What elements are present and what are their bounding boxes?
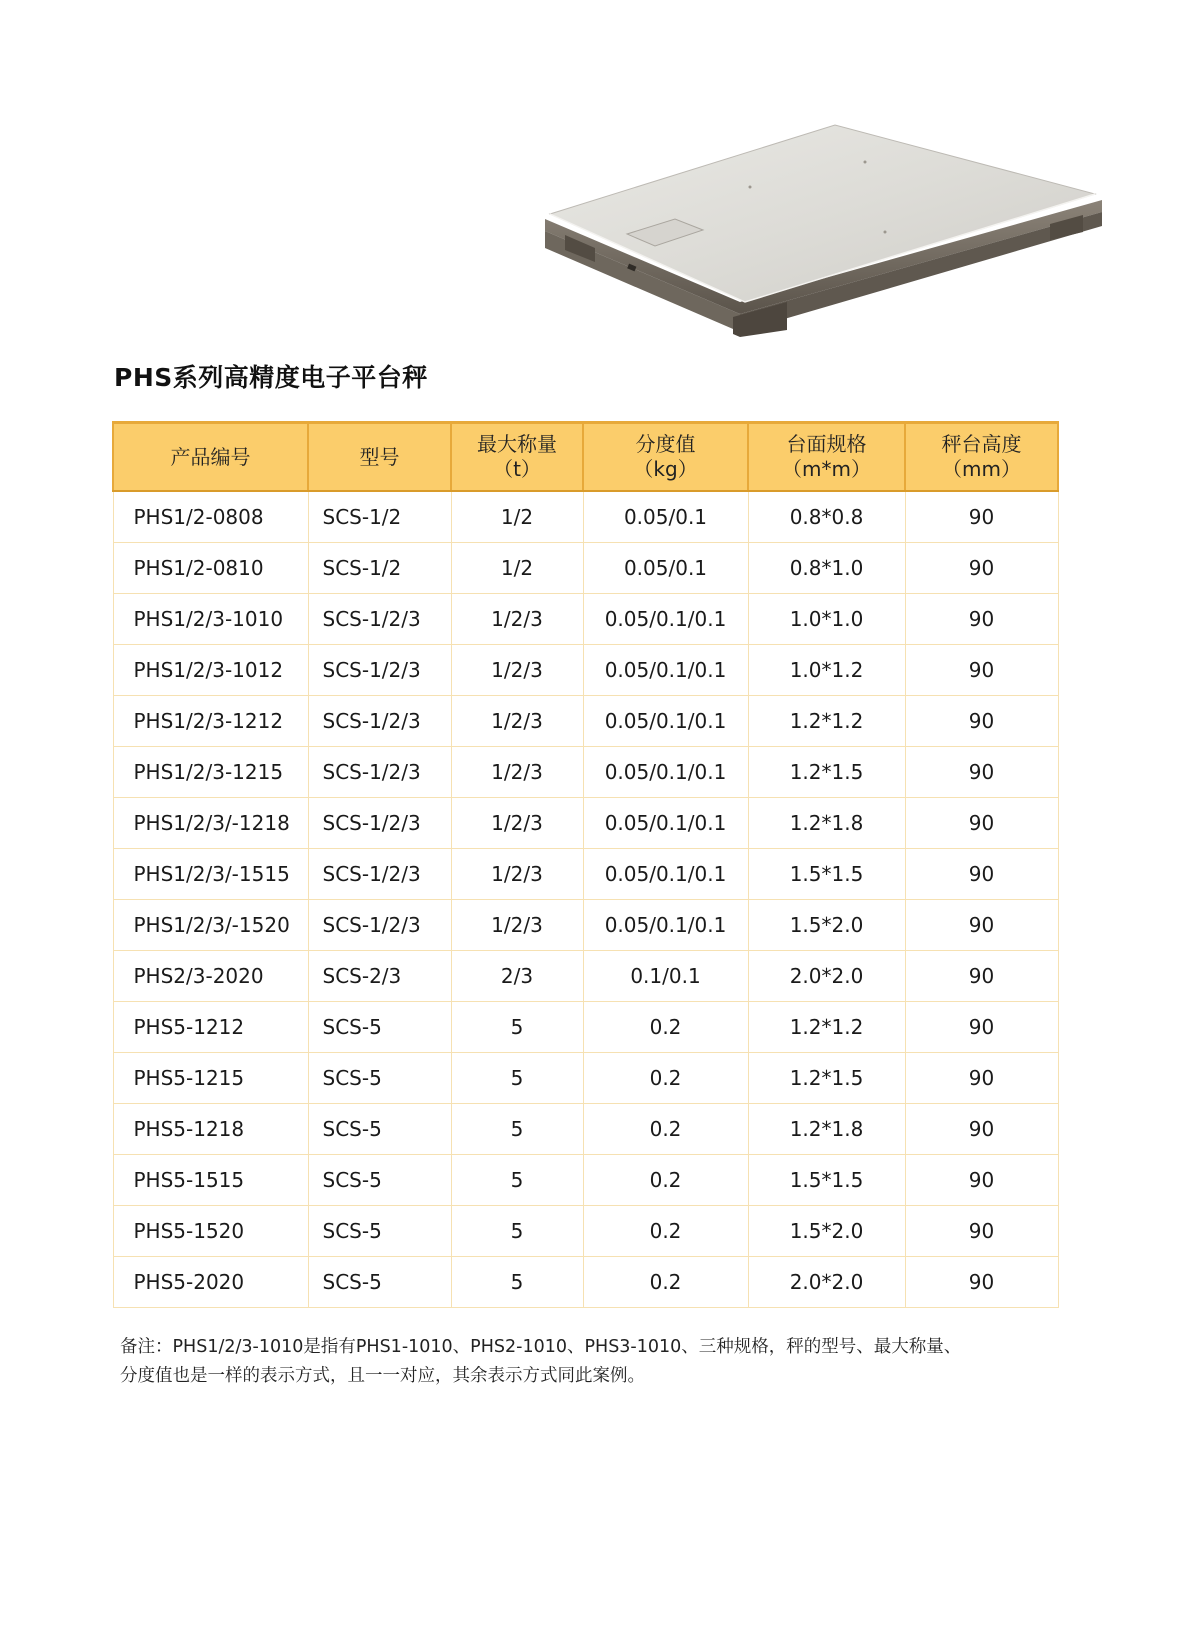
footnote bbox=[120, 1333, 1065, 1391]
footnote-line-1: 备注：PHS1/2/3-1010是指有PHS1-1010、PHS2-1010、PHS3-1010、三种规格，秤的型号、最大称量、 bbox=[120, 1337, 962, 1357]
cell-platform-height: 90 bbox=[905, 645, 1058, 696]
table-row bbox=[113, 1155, 1058, 1206]
cell-platform-height: 90 bbox=[905, 1002, 1058, 1053]
cell-max-capacity: 1/2/3 bbox=[451, 696, 583, 747]
cell-platform-height: 90 bbox=[905, 1257, 1058, 1308]
cell-platform-size: 1.2*1.5 bbox=[748, 747, 905, 798]
cell-division: 0.05/0.1/0.1 bbox=[583, 798, 748, 849]
cell-platform-size: 1.5*2.0 bbox=[748, 900, 905, 951]
page-title: PHS系列高精度电子平台秤 bbox=[114, 363, 428, 392]
table-row bbox=[113, 900, 1058, 951]
cell-max-capacity: 1/2/3 bbox=[451, 645, 583, 696]
table-row bbox=[113, 1104, 1058, 1155]
cell-product-code: PHS5-1215 bbox=[113, 1053, 308, 1104]
cell-max-capacity: 1/2/3 bbox=[451, 594, 583, 645]
cell-platform-size: 1.5*2.0 bbox=[748, 1206, 905, 1257]
cell-platform-size: 1.2*1.8 bbox=[748, 798, 905, 849]
cell-product-code: PHS1/2/3-1215 bbox=[113, 747, 308, 798]
cell-division: 0.2 bbox=[583, 1002, 748, 1053]
footnote-line-2: 分度值也是一样的表示方式，且一一对应，其余表示方式同此案例。 bbox=[120, 1366, 645, 1386]
cell-max-capacity: 1/2/3 bbox=[451, 747, 583, 798]
cell-max-capacity: 5 bbox=[451, 1155, 583, 1206]
cell-platform-size: 1.5*1.5 bbox=[748, 1155, 905, 1206]
cell-max-capacity: 1/2 bbox=[451, 543, 583, 594]
cell-platform-height: 90 bbox=[905, 900, 1058, 951]
table-row bbox=[113, 849, 1058, 900]
cell-product-code: PHS1/2/3-1212 bbox=[113, 696, 308, 747]
cell-division: 0.05/0.1/0.1 bbox=[583, 849, 748, 900]
cell-platform-size: 2.0*2.0 bbox=[748, 1257, 905, 1308]
header-product-code: 产品编号 bbox=[113, 423, 308, 492]
table-header-row bbox=[113, 423, 1058, 492]
table-row bbox=[113, 798, 1058, 849]
cell-max-capacity: 5 bbox=[451, 1257, 583, 1308]
table-row bbox=[113, 951, 1058, 1002]
cell-platform-height: 90 bbox=[905, 1155, 1058, 1206]
cell-division: 0.05/0.1/0.1 bbox=[583, 696, 748, 747]
cell-product-code: PHS1/2/3-1010 bbox=[113, 594, 308, 645]
cell-platform-size: 1.0*1.2 bbox=[748, 645, 905, 696]
cell-model: SCS-1/2 bbox=[308, 491, 451, 543]
cell-division: 0.2 bbox=[583, 1206, 748, 1257]
cell-max-capacity: 5 bbox=[451, 1206, 583, 1257]
header-platform-size: 台面规格 （m*m） bbox=[748, 423, 905, 492]
cell-model: SCS-5 bbox=[308, 1104, 451, 1155]
cell-model: SCS-1/2/3 bbox=[308, 798, 451, 849]
cell-model: SCS-1/2/3 bbox=[308, 900, 451, 951]
header-model: 型号 bbox=[308, 423, 451, 492]
cell-max-capacity: 1/2 bbox=[451, 491, 583, 543]
cell-product-code: PHS1/2/3/-1520 bbox=[113, 900, 308, 951]
cell-model: SCS-1/2/3 bbox=[308, 696, 451, 747]
cell-platform-size: 1.5*1.5 bbox=[748, 849, 905, 900]
cell-max-capacity: 5 bbox=[451, 1002, 583, 1053]
cell-model: SCS-1/2/3 bbox=[308, 645, 451, 696]
cell-model: SCS-2/3 bbox=[308, 951, 451, 1002]
table-row bbox=[113, 645, 1058, 696]
cell-model: SCS-5 bbox=[308, 1002, 451, 1053]
cell-division: 0.05/0.1 bbox=[583, 543, 748, 594]
table-row bbox=[113, 747, 1058, 798]
cell-platform-size: 0.8*0.8 bbox=[748, 491, 905, 543]
cell-division: 0.05/0.1/0.1 bbox=[583, 594, 748, 645]
header-max-capacity: 最大称量 （t） bbox=[451, 423, 583, 492]
table-row bbox=[113, 1206, 1058, 1257]
cell-product-code: PHS5-1515 bbox=[113, 1155, 308, 1206]
cell-platform-size: 1.2*1.2 bbox=[748, 1002, 905, 1053]
cell-model: SCS-5 bbox=[308, 1155, 451, 1206]
cell-max-capacity: 1/2/3 bbox=[451, 900, 583, 951]
header-platform-height: 秤台高度 （mm） bbox=[905, 423, 1058, 492]
cell-platform-height: 90 bbox=[905, 594, 1058, 645]
cell-max-capacity: 5 bbox=[451, 1104, 583, 1155]
cell-platform-height: 90 bbox=[905, 1206, 1058, 1257]
cell-model: SCS-5 bbox=[308, 1257, 451, 1308]
cell-platform-height: 90 bbox=[905, 798, 1058, 849]
cell-model: SCS-5 bbox=[308, 1053, 451, 1104]
cell-platform-height: 90 bbox=[905, 696, 1058, 747]
cell-model: SCS-1/2/3 bbox=[308, 849, 451, 900]
cell-max-capacity: 1/2/3 bbox=[451, 798, 583, 849]
platform-scale-image bbox=[535, 122, 1115, 362]
cell-division: 0.2 bbox=[583, 1257, 748, 1308]
cell-product-code: PHS1/2/3-1012 bbox=[113, 645, 308, 696]
cell-platform-size: 1.2*1.2 bbox=[748, 696, 905, 747]
cell-model: SCS-5 bbox=[308, 1206, 451, 1257]
cell-platform-size: 1.2*1.5 bbox=[748, 1053, 905, 1104]
cell-max-capacity: 5 bbox=[451, 1053, 583, 1104]
cell-product-code: PHS1/2/3/-1515 bbox=[113, 849, 308, 900]
cell-max-capacity: 1/2/3 bbox=[451, 849, 583, 900]
cell-max-capacity: 2/3 bbox=[451, 951, 583, 1002]
cell-platform-size: 0.8*1.0 bbox=[748, 543, 905, 594]
cell-model: SCS-1/2 bbox=[308, 543, 451, 594]
cell-product-code: PHS2/3-2020 bbox=[113, 951, 308, 1002]
cell-platform-height: 90 bbox=[905, 1053, 1058, 1104]
table-row bbox=[113, 696, 1058, 747]
cell-platform-height: 90 bbox=[905, 747, 1058, 798]
table-row bbox=[113, 543, 1058, 594]
table-row bbox=[113, 1002, 1058, 1053]
table-row bbox=[113, 491, 1058, 543]
spec-table bbox=[112, 421, 1059, 1308]
cell-product-code: PHS1/2-0808 bbox=[113, 491, 308, 543]
cell-division: 0.05/0.1/0.1 bbox=[583, 747, 748, 798]
table-row bbox=[113, 1257, 1058, 1308]
cell-product-code: PHS1/2-0810 bbox=[113, 543, 308, 594]
cell-division: 0.05/0.1 bbox=[583, 491, 748, 543]
cell-product-code: PHS5-1212 bbox=[113, 1002, 308, 1053]
cell-platform-size: 1.2*1.8 bbox=[748, 1104, 905, 1155]
cell-platform-height: 90 bbox=[905, 951, 1058, 1002]
cell-model: SCS-1/2/3 bbox=[308, 594, 451, 645]
table-row bbox=[113, 1053, 1058, 1104]
cell-platform-height: 90 bbox=[905, 849, 1058, 900]
cell-platform-height: 90 bbox=[905, 1104, 1058, 1155]
table-row bbox=[113, 594, 1058, 645]
cell-platform-size: 2.0*2.0 bbox=[748, 951, 905, 1002]
cell-product-code: PHS1/2/3/-1218 bbox=[113, 798, 308, 849]
cell-division: 0.1/0.1 bbox=[583, 951, 748, 1002]
cell-division: 0.2 bbox=[583, 1104, 748, 1155]
cell-product-code: PHS5-1218 bbox=[113, 1104, 308, 1155]
cell-division: 0.05/0.1/0.1 bbox=[583, 645, 748, 696]
cell-division: 0.2 bbox=[583, 1053, 748, 1104]
cell-platform-height: 90 bbox=[905, 491, 1058, 543]
cell-platform-height: 90 bbox=[905, 543, 1058, 594]
cell-product-code: PHS5-2020 bbox=[113, 1257, 308, 1308]
cell-model: SCS-1/2/3 bbox=[308, 747, 451, 798]
cell-division: 0.05/0.1/0.1 bbox=[583, 900, 748, 951]
header-division: 分度值 （kg） bbox=[583, 423, 748, 492]
cell-division: 0.2 bbox=[583, 1155, 748, 1206]
cell-platform-size: 1.0*1.0 bbox=[748, 594, 905, 645]
cell-product-code: PHS5-1520 bbox=[113, 1206, 308, 1257]
